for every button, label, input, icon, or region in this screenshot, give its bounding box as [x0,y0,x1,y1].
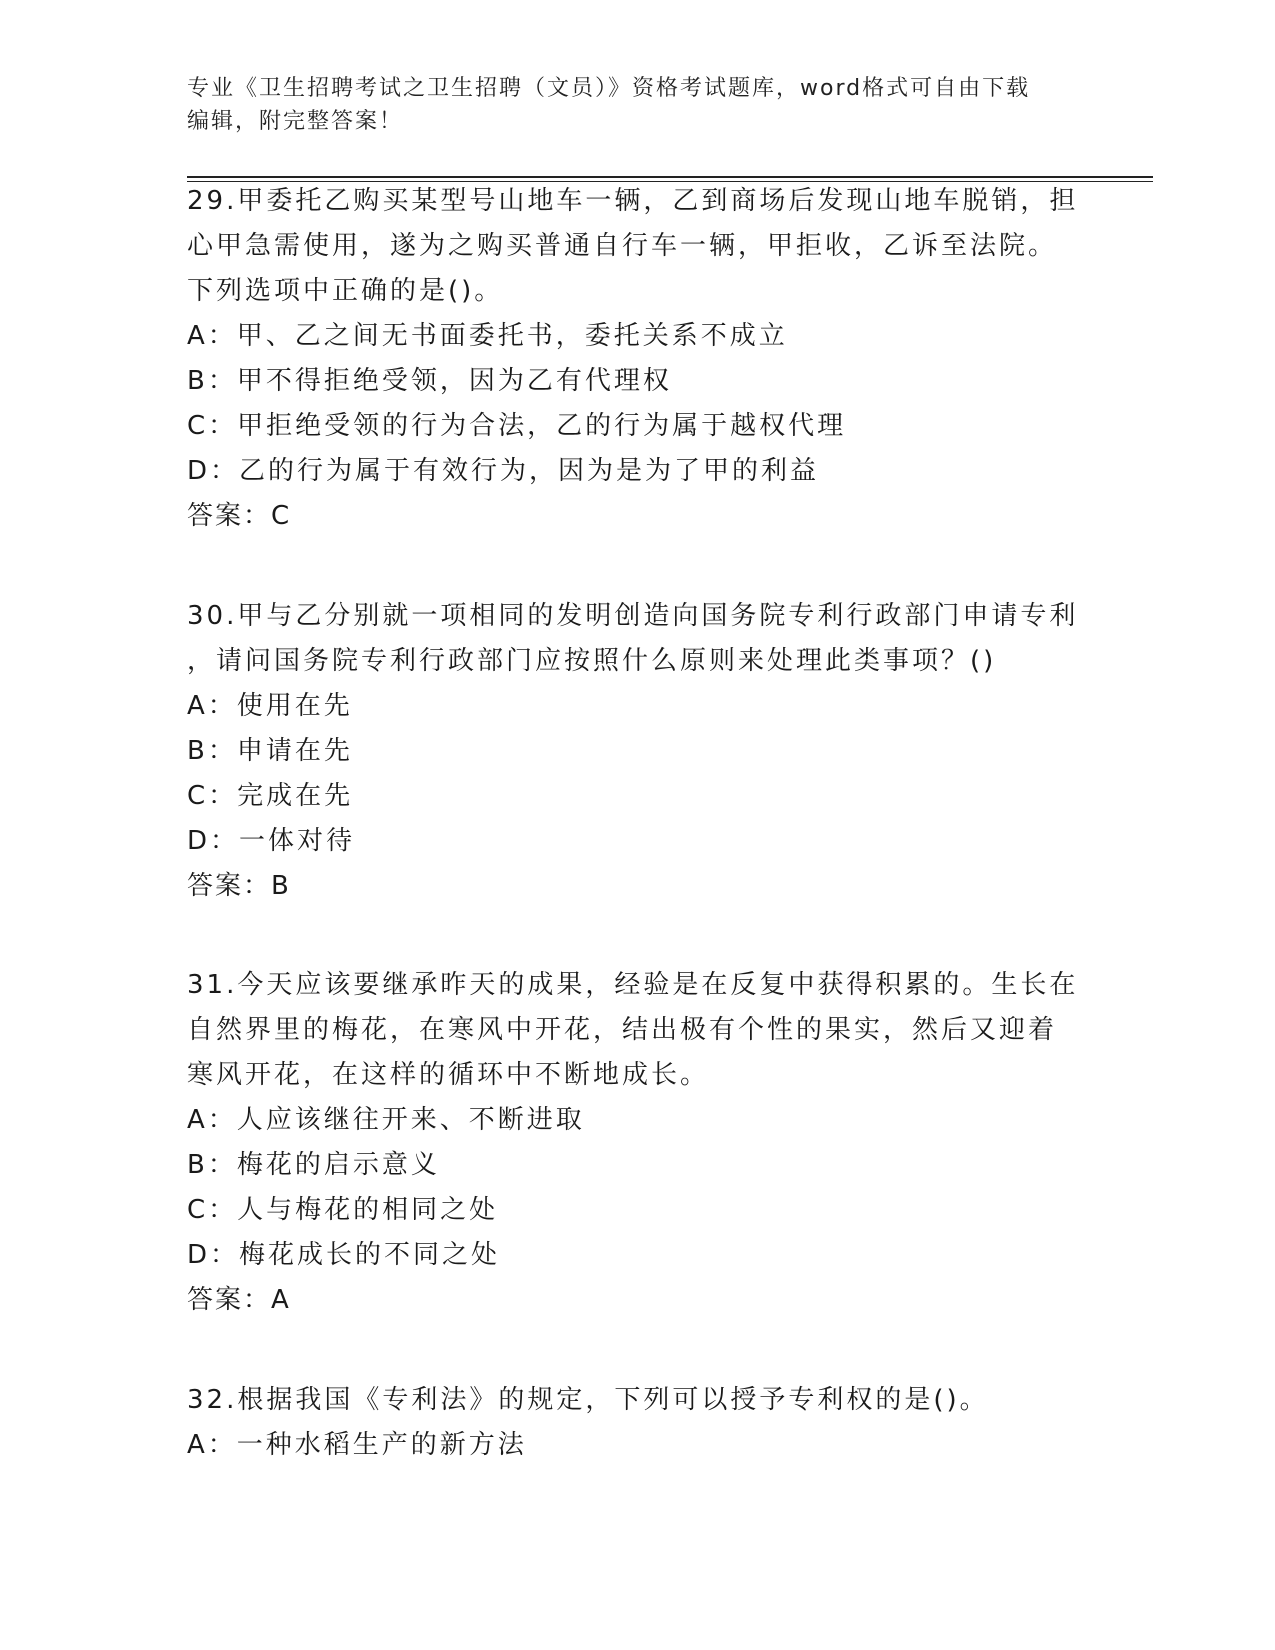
option-b: B：甲不得拒绝受领，因为乙有代理权 [187,366,672,396]
option-a: A：人应该继往开来、不断进取 [187,1105,585,1135]
question-32 [187,1378,1087,1468]
header-line-2: 编辑，附完整答案！ [187,109,404,134]
question-31 [187,963,1087,1323]
question-stem-line: 32.根据我国《专利法》的规定，下列可以授予专利权的是()。 [187,1385,989,1415]
option-b: B：梅花的启示意义 [187,1150,440,1180]
answer: 答案：C [187,501,292,531]
option-a: A：甲、乙之间无书面委托书，委托关系不成立 [187,321,788,351]
question-stem-line: ，请问国务院专利行政部门应按照什么原则来处理此类事项？() [187,646,997,676]
option-d: D：乙的行为属于有效行为，因为是为了甲的利益 [187,456,820,486]
option-d: D：一体对待 [187,826,356,856]
question-stem-line: 寒风开花，在这样的循环中不断地成长。 [187,1060,710,1090]
question-29 [187,179,1087,539]
option-c: C：完成在先 [187,781,354,811]
question-stem-line: 29.甲委托乙购买某型号山地车一辆，乙到商场后发现山地车脱销，担 [187,186,1079,216]
option-c: C：甲拒绝受领的行为合法，乙的行为属于越权代理 [187,411,847,441]
option-a: A：使用在先 [187,691,353,721]
option-d: D：梅花成长的不同之处 [187,1240,501,1270]
header-line-1: 专业《卫生招聘考试之卫生招聘（文员）》资格考试题库，word格式可自由下载 [187,76,1031,101]
option-a: A：一种水稻生产的新方法 [187,1430,527,1460]
question-stem-line: 31.今天应该要继承昨天的成果，经验是在反复中获得积累的。生长在 [187,970,1079,1000]
question-stem-line: 自然界里的梅花，在寒风中开花，结出极有个性的果实，然后又迎着 [187,1015,1058,1045]
question-30 [187,594,1087,909]
document-header [187,72,1087,138]
question-stem-line: 下列选项中正确的是()。 [187,276,504,306]
answer: 答案：B [187,871,291,901]
question-stem-line: 心甲急需使用，遂为之购买普通自行车一辆，甲拒收，乙诉至法院。 [187,231,1058,261]
question-stem-line: 30.甲与乙分别就一项相同的发明创造向国务院专利行政部门申请专利 [187,601,1079,631]
option-c: C：人与梅花的相同之处 [187,1195,499,1225]
header-divider-thick [187,176,1153,178]
option-b: B：申请在先 [187,736,353,766]
answer: 答案：A [187,1285,291,1315]
